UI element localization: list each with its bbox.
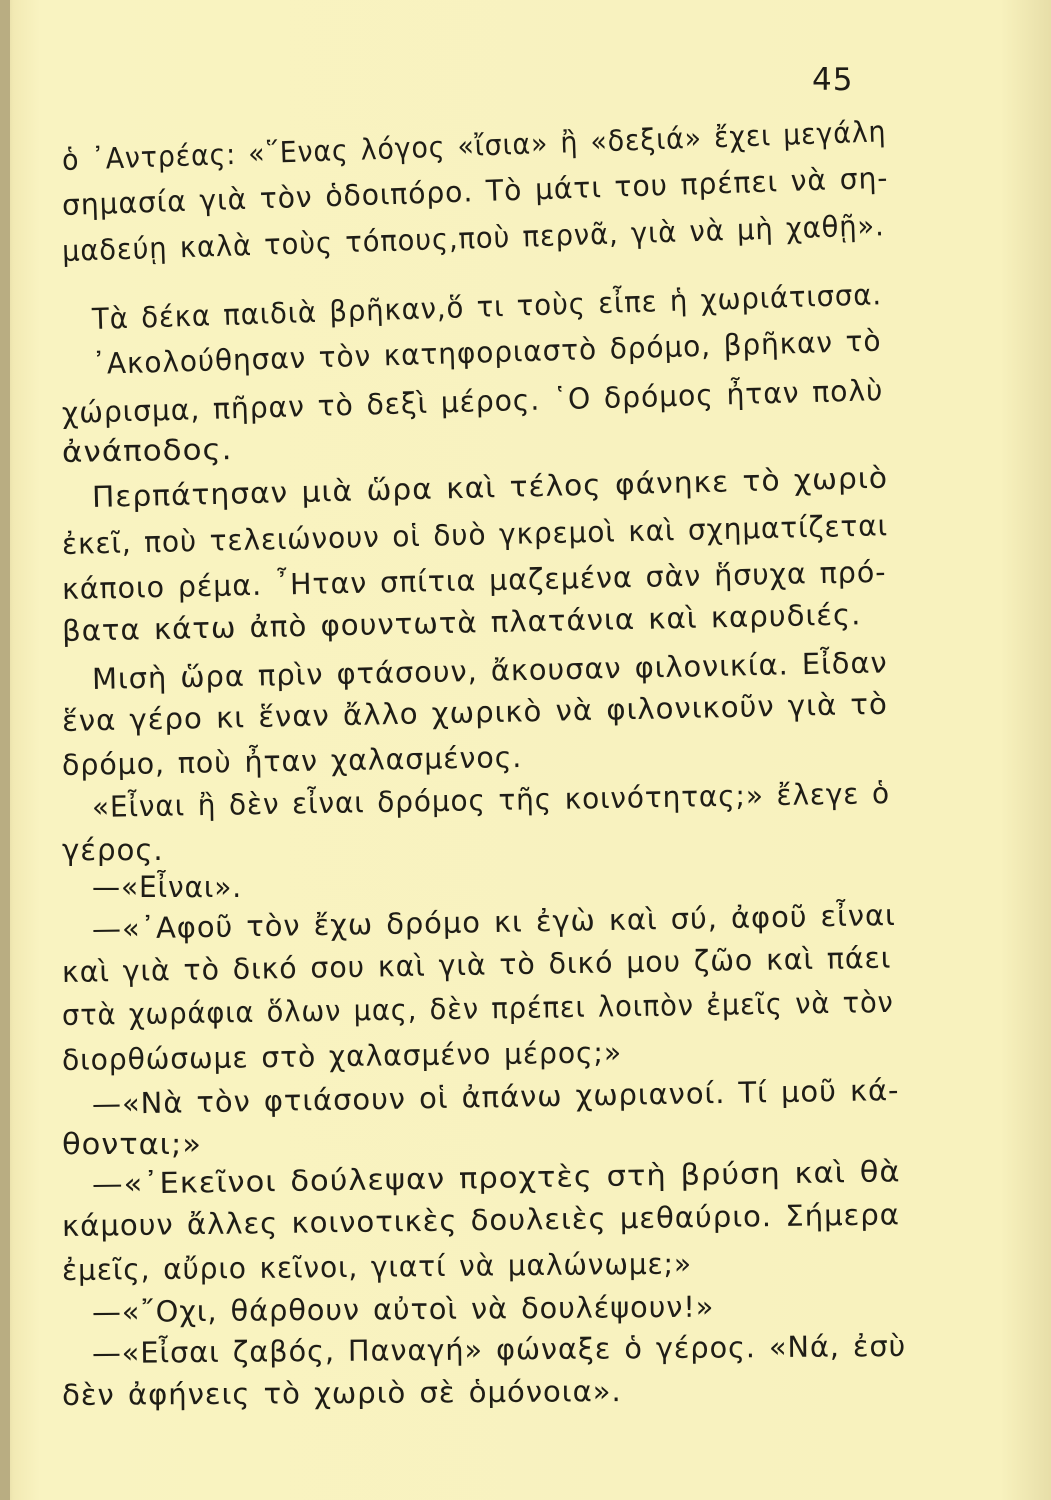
text-line: ἐκεῖ, ποὺ τελειώνουν οἱ δυὸ γκρεμοὶ καὶ σχηματίζεται [61,508,889,561]
text-line: ὁ ᾿Αντρέας: «῞Ενας λόγος «ἴσια» ἢ «δεξιά» ἔχει μεγάλη [61,114,887,177]
text-line: χώρισμα, πῆραν τὸ δεξὶ μέρος. ῾Ο δρόμος ἦταν πολὺ [61,373,884,430]
text-line: κάποιο ρέμα. ῏Ηταν σπίτια μαζεμένα σὰν ἥσυχα πρό- [61,554,887,606]
text-line: μαδεύῃ καλὰ τοὺς τόπους,ποὺ περνᾶ, γιὰ νὰ μὴ χαθῇ». [61,208,886,268]
text-line: «Εἶναι ἢ δὲν εἶναι δρόμος τῆς κοινότητας;» ἔλεγε ὁ [91,776,891,824]
text-line: γέρος. [62,833,164,867]
text-line: Μισὴ ὥρα πρὶν φτάσουν, ἄκουσαν φιλονικία. Εἶδαν [91,645,888,696]
text-line: ἐμεῖς, αὔριο κεῖνοι, γιατί νὰ μαλώνωμε;» [61,1246,693,1287]
text-line: —«Εἶσαι ζαβός, Παναγή» φώναξε ὁ γέρος. «Νά, ἐσὺ [91,1328,907,1370]
text-line: καὶ γιὰ τὸ δικό σου καὶ γιὰ τὸ δικό μου ζῶο καὶ πάει [61,940,892,989]
text-line: θονται;» [62,1127,202,1161]
text-line: —«᾿Αφοῦ τὸν ἔχω δρόμο κι ἐγὼ καὶ σύ, ἀφοῦ εἶναι [91,897,896,946]
text-line: ᾿Ακολούθησαν τὸν κατηφοριαστὸ δρόμο, βρῆκαν τὸ [91,323,882,381]
text-line: —«᾿Εκεῖνοι δούλεψαν προχτὲς στὴ βρύση καὶ θὰ [91,1154,901,1201]
text-line: κάμουν ἄλλες κοινοτικὲς δουλειὲς μεθαύριο. Σήμερα [61,1197,901,1243]
text-line: ἕνα γέρο κι ἕναν ἄλλο χωρικὸ νὰ φιλονικοῦν γιὰ τὸ [61,686,889,738]
text-line: —«Νὰ τὸν φτιάσουν οἱ ἀπάνω χωριανοί. Τί μοῦ κά- [91,1072,900,1121]
text-line: στὰ χωράφια ὅλων μας, δὲν πρέπει λοιπὸν ἐμεῖς νὰ τὸν [61,984,894,1032]
text-line: Περπάτησαν μιὰ ὥρα καὶ τέλος φάνηκε τὸ χωριὸ [91,460,889,514]
page-gutter-shadow [0,0,10,1500]
text-line: —«῎Οχι, θάρθουν αὐτοὶ νὰ δουλέψουν!» [91,1289,715,1329]
text-line: δρόμο, ποὺ ἦταν χαλασμένος. [61,739,523,782]
text-line: σημασία γιὰ τὸν ὁδοιπόρο. Τὸ μάτι του πρέπει νὰ ση- [61,160,889,222]
text-line: Τὰ δέκα παιδιὰ βρῆκαν,ὅ τι τοὺς εἶπε ἡ χωριάτισσα. [91,277,883,336]
text-line: βατα κάτω ἀπὸ φουντωτὰ πλατάνια καὶ καρυδιές. [61,597,862,648]
text-line: δὲν ἀφήνεις τὸ χωριὸ σὲ ὁμόνοια». [61,1374,622,1412]
text-line: διορθώσωμε στὸ χαλασμένο μέρος;» [61,1035,623,1077]
page-number: 45 [812,62,854,98]
text-line: ἀνάποδος. [61,432,233,469]
text-line: —«Εἶναι». [92,870,243,904]
